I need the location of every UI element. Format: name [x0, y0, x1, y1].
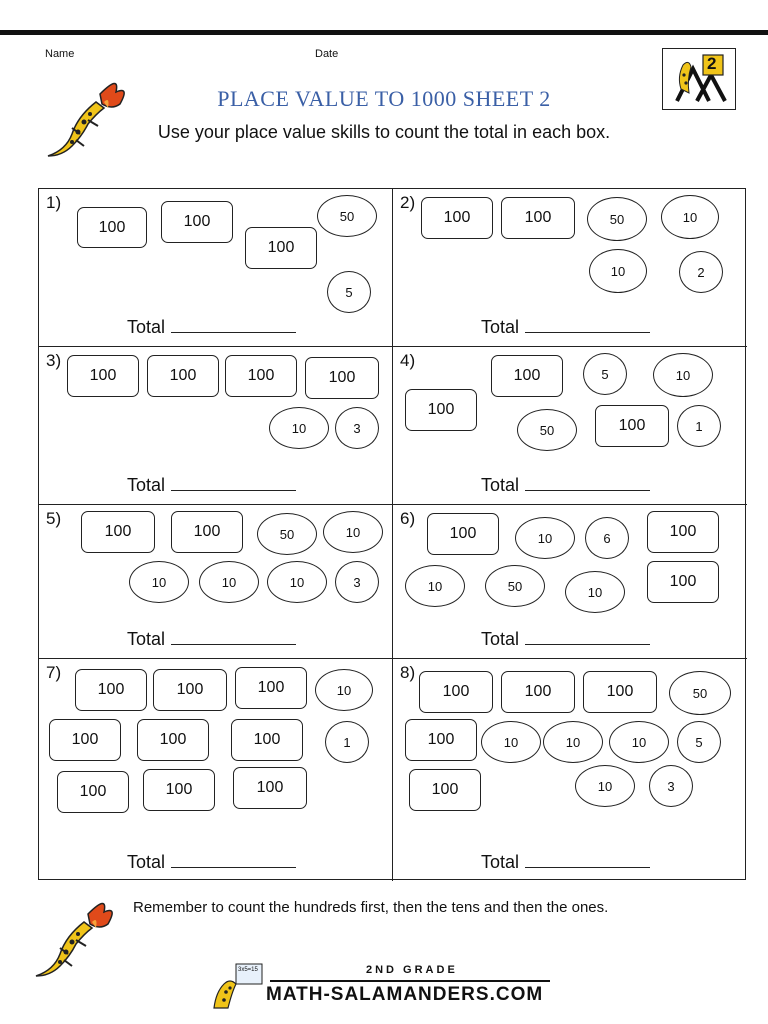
hundred-block: 100: [147, 355, 219, 397]
problem-number: 4): [400, 351, 416, 370]
cell-7: [39, 659, 393, 881]
hundred-block: 100: [235, 667, 307, 709]
total-field[interactable]: [481, 852, 650, 873]
total-label: Total: [127, 852, 166, 872]
one-circle: 5: [327, 271, 371, 313]
hundred-block: 100: [405, 719, 477, 761]
page-title: PLACE VALUE TO 1000 SHEET 2: [217, 86, 551, 111]
worksheet-grid: [38, 188, 746, 880]
ten-circle: 10: [565, 571, 625, 613]
grade-label: 2ND GRADE: [366, 964, 458, 976]
ten-circle: 10: [575, 765, 635, 807]
total-field[interactable]: [127, 852, 296, 873]
ten-circle: 10: [661, 195, 719, 239]
ten-circle: 50: [485, 565, 545, 607]
one-circle: 1: [325, 721, 369, 763]
answer-line[interactable]: [525, 630, 650, 645]
total-label: Total: [127, 475, 166, 495]
footer-logo: [210, 962, 560, 1012]
cell-4: [393, 347, 747, 505]
ten-circle: 10: [589, 249, 647, 293]
ten-circle: 10: [515, 517, 575, 559]
total-field[interactable]: [481, 475, 650, 496]
problem-number: 6): [400, 509, 416, 528]
hundred-block: 100: [171, 511, 243, 553]
cell-6: [393, 505, 747, 659]
total-field[interactable]: [481, 317, 650, 338]
total-label: Total: [481, 475, 520, 495]
ten-circle: 10: [653, 353, 713, 397]
problem-number: 8): [400, 663, 416, 682]
hundred-block: 100: [57, 771, 129, 813]
total-label: Total: [481, 629, 520, 649]
salamander-climbing-icon: [663, 49, 735, 109]
hundred-block: 100: [595, 405, 669, 447]
cell-5: [39, 505, 393, 659]
hundred-block: 100: [143, 769, 215, 811]
hundred-block: 100: [153, 669, 227, 711]
instructions: Use your place value skills to count the total in each box.: [157, 122, 611, 142]
total-label: Total: [481, 852, 520, 872]
ten-circle: 10: [269, 407, 329, 449]
hundred-block: 100: [81, 511, 155, 553]
hundred-block: 100: [421, 197, 493, 239]
one-circle: 3: [335, 561, 379, 603]
ten-circle: 10: [315, 669, 373, 711]
ten-circle: 50: [257, 513, 317, 555]
problem-number: 7): [46, 663, 62, 682]
ten-circle: 50: [587, 197, 647, 241]
cell-3: [39, 347, 393, 505]
total-label: Total: [481, 317, 520, 337]
grade-logo: [662, 48, 736, 110]
hundred-block: 100: [137, 719, 209, 761]
hundred-block: 100: [501, 671, 575, 713]
ten-circle: 50: [517, 409, 577, 451]
date-label: Date: [315, 48, 339, 60]
hundred-block: 100: [75, 669, 147, 711]
total-field[interactable]: [127, 629, 296, 650]
total-field[interactable]: [481, 629, 650, 650]
hundred-block: 100: [49, 719, 121, 761]
salamander-icon: [38, 64, 138, 164]
answer-line[interactable]: [525, 318, 650, 333]
one-circle: 6: [585, 517, 629, 559]
answer-line[interactable]: [525, 853, 650, 868]
sign-text: 3x5=15: [238, 967, 258, 973]
hundred-block: 100: [305, 357, 379, 399]
footer-rule: [270, 980, 550, 982]
hundred-block: 100: [491, 355, 563, 397]
problem-number: 1): [46, 193, 62, 212]
ten-circle: 10: [199, 561, 259, 603]
hundred-block: 100: [647, 511, 719, 553]
hundred-block: 100: [77, 207, 147, 248]
total-label: Total: [127, 317, 166, 337]
hundred-block: 100: [409, 769, 481, 811]
problem-number: 5): [46, 509, 62, 528]
ten-circle: 10: [543, 721, 603, 763]
ten-circle: 10: [481, 721, 541, 763]
ten-circle: 10: [129, 561, 189, 603]
hundred-block: 100: [233, 767, 307, 809]
problem-number: 2): [400, 193, 416, 212]
hundred-block: 100: [67, 355, 139, 397]
cell-2: [393, 189, 747, 347]
one-circle: 1: [677, 405, 721, 447]
hundred-block: 100: [161, 201, 233, 243]
answer-line[interactable]: [171, 476, 296, 491]
hundred-block: 100: [245, 227, 317, 269]
one-circle: 5: [677, 721, 721, 763]
total-field[interactable]: [127, 317, 296, 338]
one-circle: 3: [649, 765, 693, 807]
one-circle: 2: [679, 251, 723, 293]
top-rule: [0, 30, 768, 35]
hundred-block: 100: [501, 197, 575, 239]
hundred-block: 100: [419, 671, 493, 713]
ten-circle: 50: [317, 195, 377, 237]
name-label: Name: [45, 48, 75, 60]
answer-line[interactable]: [525, 476, 650, 491]
answer-line[interactable]: [171, 318, 296, 333]
ten-circle: 10: [405, 565, 465, 607]
site-name: MATH-SALAMANDERS.COM: [266, 984, 544, 1005]
ten-circle: 10: [609, 721, 669, 763]
hundred-block: 100: [231, 719, 303, 761]
ten-circle: 10: [323, 511, 383, 553]
grade-digit: 2: [707, 54, 717, 73]
salamander-icon: [26, 884, 126, 984]
problem-number: 3): [46, 351, 62, 370]
cell-1: [39, 189, 393, 347]
total-label: Total: [127, 629, 166, 649]
one-circle: 3: [335, 407, 379, 449]
hundred-block: 100: [225, 355, 297, 397]
hundred-block: 100: [647, 561, 719, 603]
hundred-block: 100: [427, 513, 499, 555]
answer-line[interactable]: [171, 630, 296, 645]
hundred-block: 100: [405, 389, 477, 431]
answer-line[interactable]: [171, 853, 296, 868]
cell-8: [393, 659, 747, 881]
ten-circle: 10: [267, 561, 327, 603]
reminder-text: Remember to count the hundreds first, then the tens and then the ones.: [133, 899, 609, 916]
hundred-block: 100: [583, 671, 657, 713]
ten-circle: 50: [669, 671, 731, 715]
total-field[interactable]: [127, 475, 296, 496]
one-circle: 5: [583, 353, 627, 395]
